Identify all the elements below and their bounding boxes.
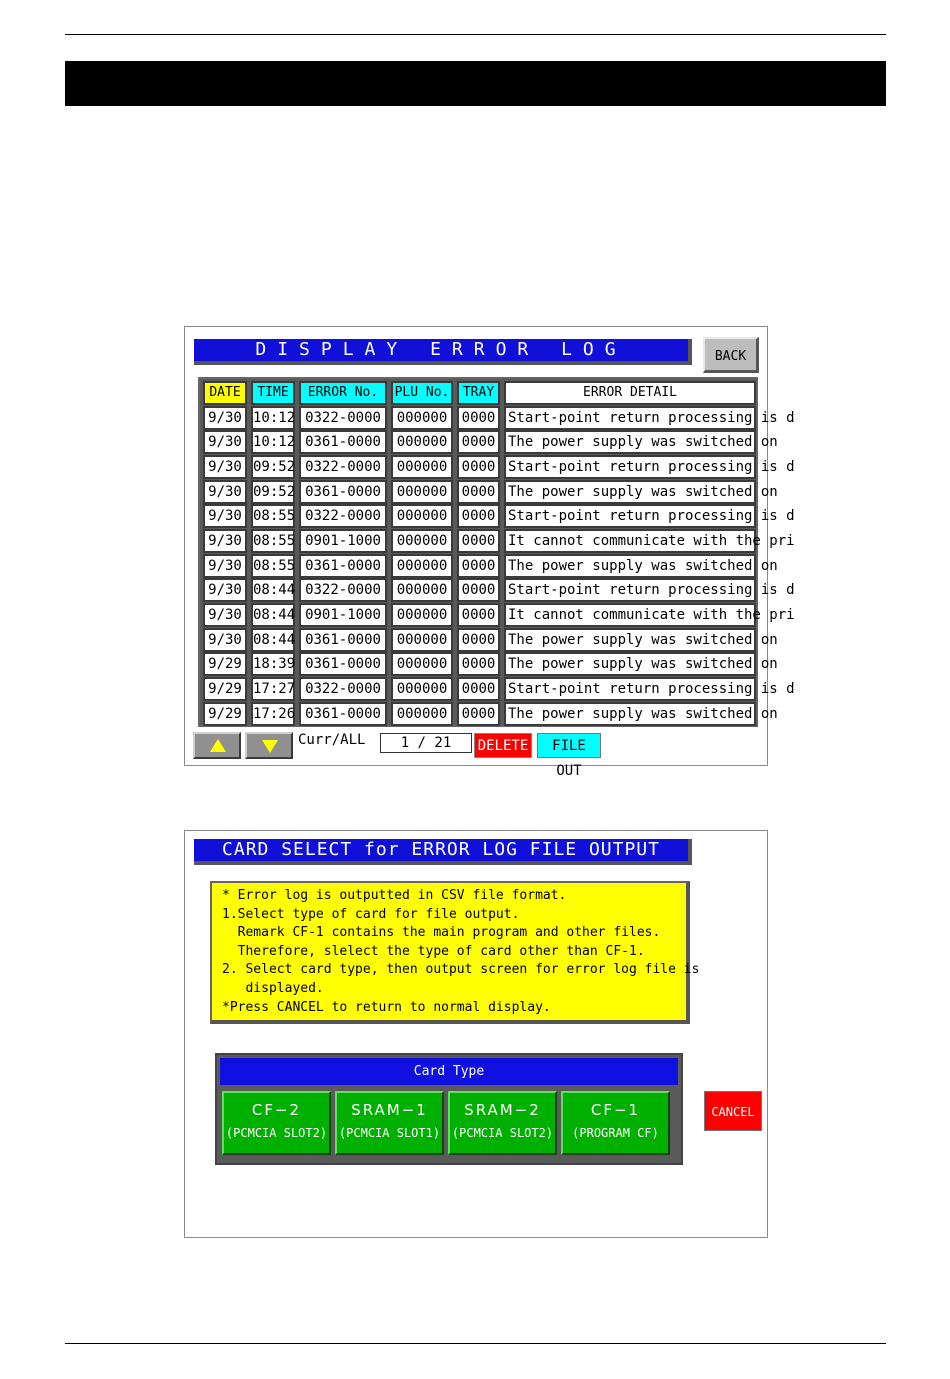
table-cell-error-detail: Start-point return processing is d [504,677,756,701]
card-select-screen [184,830,768,1238]
table-cell-error-no: 0361-0000 [299,628,387,652]
table-cell-time: 18:39 [251,652,295,676]
card-button-slot: (PCMCIA SLOT1) [338,1126,441,1140]
table-cell-tray: 0000 [457,702,500,726]
table-cell-date: 9/30 [203,406,247,430]
table-cell-time: 08:55 [251,554,295,578]
column-header-tray: TRAY [457,381,500,405]
table-cell-date: 9/30 [203,529,247,553]
table-cell-error-no: 0322-0000 [299,677,387,701]
card-button-slot: (PCMCIA SLOT2) [451,1126,554,1140]
card-button-cf-1[interactable] [561,1091,670,1155]
error-log-table [198,377,795,727]
table-cell-plu-no: 000000 [391,406,453,430]
table-cell-plu-no: 000000 [391,677,453,701]
triangle-down-icon [262,740,278,753]
table-cell-plu-no: 000000 [391,578,453,602]
back-button[interactable]: BACK [703,337,759,373]
table-cell-error-detail: The power supply was switched on [504,430,756,454]
table-cell-error-detail: The power supply was switched on [504,702,756,726]
card-button-sram-1[interactable] [335,1091,444,1155]
table-cell-tray: 0000 [457,578,500,602]
table-cell-tray: 0000 [457,504,500,528]
table-cell-date: 9/30 [203,504,247,528]
header-banner [65,61,886,106]
table-cell-error-no: 0361-0000 [299,480,387,504]
card-button-label: SRAM−1 [351,1101,428,1119]
note-line: * Error log is outputted in CSV file format. [222,888,567,903]
table-cell-error-detail: Start-point return processing is d [504,578,756,602]
table-cell-plu-no: 000000 [391,702,453,726]
card-button-label: SRAM−2 [464,1101,541,1119]
table-cell-tray: 0000 [457,455,500,479]
error-log-screen [184,326,795,779]
card-button-slot: (PROGRAM CF) [572,1126,659,1140]
column-header-date: DATE [203,381,247,405]
table-cell-tray: 0000 [457,628,500,652]
card-button-label: CF−2 [251,1101,302,1119]
table-cell-plu-no: 000000 [391,603,453,627]
table-cell-date: 9/30 [203,430,247,454]
table-cell-tray: 0000 [457,406,500,430]
table-cell-error-no: 0901-1000 [299,529,387,553]
table-cell-date: 9/29 [203,702,247,726]
table-cell-tray: 0000 [457,652,500,676]
table-cell-tray: 0000 [457,529,500,553]
table-cell-time: 10:12 [251,430,295,454]
table-cell-date: 9/30 [203,554,247,578]
scroll-down-button[interactable] [245,732,293,759]
cancel-button[interactable]: CANCEL [704,1091,762,1131]
instruction-note [210,881,700,1024]
table-cell-date: 9/30 [203,480,247,504]
table-cell-tray: 0000 [457,480,500,504]
table-cell-plu-no: 000000 [391,652,453,676]
table-cell-plu-no: 000000 [391,628,453,652]
table-cell-time: 08:44 [251,603,295,627]
table-cell-error-detail: Start-point return processing is d [504,504,756,528]
table-cell-time: 10:12 [251,406,295,430]
table-cell-tray: 0000 [457,554,500,578]
table-cell-error-detail: Start-point return processing is d [504,455,756,479]
table-cell-time: 08:44 [251,628,295,652]
note-line: Therefore, slelect the type of card other than CF-1. [222,943,645,959]
table-cell-error-no: 0361-0000 [299,702,387,726]
table-cell-time: 09:52 [251,455,295,479]
table-cell-time: 17:26 [251,702,295,726]
table-cell-date: 9/29 [203,677,247,701]
table-cell-error-detail: The power supply was switched on [504,652,756,676]
column-header-error-detail: ERROR DETAIL [504,381,756,405]
note-line: 2. Select card type, then output screen for error log file is [222,962,700,978]
column-header-plu-no: PLU No. [391,381,453,405]
card-button-label: CF−1 [590,1101,641,1119]
card-button-slot: (PCMCIA SLOT2) [225,1126,328,1140]
table-cell-plu-no: 000000 [391,529,453,553]
table-cell-time: 17:27 [251,677,295,701]
bottom-rule [65,1343,886,1344]
table-cell-plu-no: 000000 [391,480,453,504]
triangle-up-icon [210,739,226,752]
table-cell-plu-no: 000000 [391,455,453,479]
page-indicator: 1 / 21 [380,733,472,753]
column-header-error-no: ERROR No. [299,381,387,405]
table-cell-tray: 0000 [457,677,500,701]
card-type-panel [215,1053,683,1165]
table-cell-time: 08:55 [251,504,295,528]
note-line: 1.Select type of card for file output. [222,906,520,922]
table-cell-error-no: 0322-0000 [299,504,387,528]
card-button-sram-2[interactable] [448,1091,557,1155]
table-cell-date: 9/30 [203,603,247,627]
table-cell-date: 9/30 [203,578,247,602]
note-line: *Press CANCEL to return to normal display. [222,999,551,1015]
table-cell-error-no: 0361-0000 [299,430,387,454]
table-cell-plu-no: 000000 [391,554,453,578]
card-select-title: CARD SELECT for ERROR LOG FILE OUTPUT [194,839,692,865]
table-cell-error-detail: The power supply was switched on [504,554,756,578]
table-cell-date: 9/30 [203,628,247,652]
note-line: displayed. [222,980,324,996]
table-cell-time: 09:52 [251,480,295,504]
table-cell-error-detail: The power supply was switched on [504,628,756,652]
column-header-time: TIME [251,381,295,405]
error-log-title: DISPLAY ERROR LOG [194,339,692,365]
table-cell-plu-no: 000000 [391,430,453,454]
table-cell-tray: 0000 [457,603,500,627]
scroll-up-button[interactable] [193,732,241,759]
file-out-button[interactable]: FILE OUT [537,733,601,758]
table-cell-error-detail: It cannot communicate with the pri [504,603,756,627]
table-cell-time: 08:55 [251,529,295,553]
table-cell-error-detail: The power supply was switched on [504,480,756,504]
table-cell-error-no: 0322-0000 [299,455,387,479]
note-line: Remark CF-1 contains the main program and other files. [222,925,661,941]
table-cell-date: 9/29 [203,652,247,676]
top-rule [65,34,886,35]
card-button-cf-2[interactable] [222,1091,331,1155]
table-cell-time: 08:44 [251,578,295,602]
table-cell-error-no: 0901-1000 [299,603,387,627]
table-cell-tray: 0000 [457,430,500,454]
table-cell-error-no: 0322-0000 [299,578,387,602]
table-cell-plu-no: 000000 [391,504,453,528]
delete-button[interactable]: DELETE [474,733,532,758]
table-cell-error-no: 0322-0000 [299,406,387,430]
table-cell-error-no: 0361-0000 [299,554,387,578]
table-cell-error-detail: It cannot communicate with the pri [504,529,756,553]
table-cell-date: 9/30 [203,455,247,479]
table-cell-error-detail: Start-point return processing is d [504,406,756,430]
table-cell-error-no: 0361-0000 [299,652,387,676]
card-type-header: Card Type [220,1058,678,1085]
curr-all-label: Curr/ALL [298,732,366,748]
